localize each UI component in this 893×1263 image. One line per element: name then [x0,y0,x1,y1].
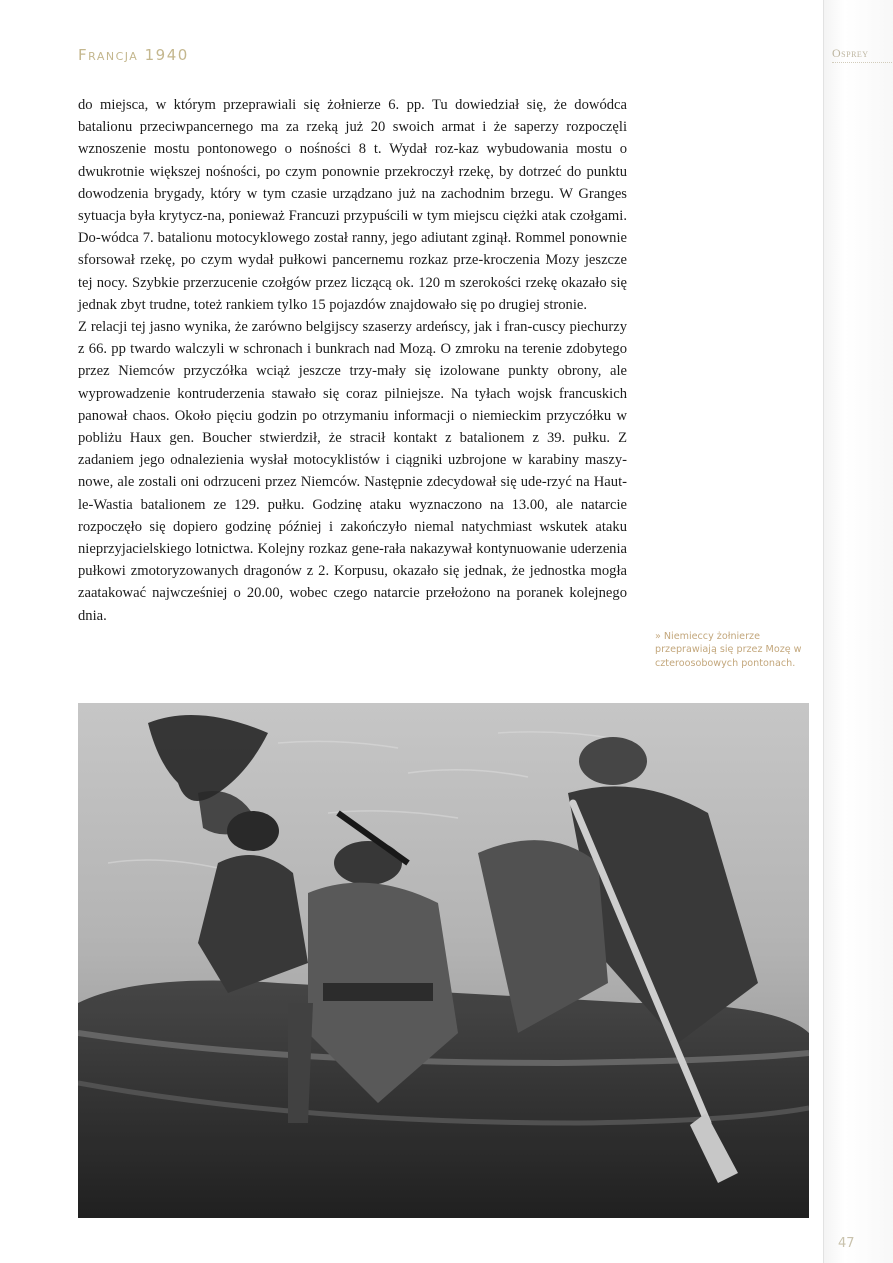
caption-bullet: » [655,631,661,642]
page-number: 47 [838,1236,855,1251]
body-paragraph: Z relacji tej jasno wynika, że zarówno belgijscy szaserzy ardeńscy, jak i fran-cuscy piechurzy z 66. pp twardo walczyli w schronach i bunkrach nad Mozą. O zmroku na terenie zdobytego przez Niemców przyczółka wciąż jeszcze trzy-mały się izolowane punkty obrony, ale wyprowadzenie kontruderzenia stawało się coraz pilniejsze. Na tyłach wojsk francuskich panował chaos. Około pięciu godzin po otrzymaniu informacji o niemieckim przyczółku w pobliżu Haux gen. Boucher stwierdził, że stracił kontakt z batalionem z 39. pułku. Z zadaniem jego odnalezienia wysłał motocyklistów i ciągniki uzbrojone w karabiny maszy-nowe, ale zostali oni odrzuceni przez Niemców. Następnie zdecydował się ude-rzyć na Haut-le-Wastia batalionem ze 129. pułku. Godzinę ataku wyznaczono na 13.00, ale natarcie rozpoczęło się dopiero godzinę później i zakończyło niemal natychmiast wskutek ataku nieprzyjacielskiego lotnictwa. Kolejny rozkaz gene-rała nakazywał kontynuowanie uderzenia pułkowi zmotoryzowanych dragonów z 2. Korpusu, okazało się jednak, że jednostka mogła zaatakować najwcześniej o 20.00, wobec czego natarcie przełożono na poranek kolejnego dnia. [78,319,627,624]
brand-underline [832,62,892,67]
adjacent-page-edge [823,0,893,1263]
soldiers-pontoon-photo [78,703,809,1218]
photo-caption [655,630,805,670]
caption-text: Niemieccy żołnierze przeprawiają się przez Mozę w czteroosobowych pontonach. [655,631,802,669]
running-header-title: Francja 1940 [78,46,189,64]
article-body [78,94,627,627]
publisher-brand: Osprey [832,46,869,60]
body-paragraph: do miejsca, w którym przeprawiali się żołnierze 6. pp. Tu dowiedział się, że dowódca batalionu przeciwpancernego ma za rzeką już 20 swoich armat i że saperzy rozpoczęli wznoszenie mostu pontonowego o nośności 8 t. Wydał roz-kaz wybudowania mostu o dwukrotnie większej nośności, po czym ponownie przekroczył rzekę, by dotrzeć do punktu dowodzenia brygady, który w tym czasie urządzano już na zachodnim brzegu. W Granges sytuacja była krytycz-na, ponieważ Francuzi przypuścili w tym miejscu ciężki atak czołgami. Do-wódca 7. batalionu motocyklowego został ranny, jego adiutant zginął. Rommel ponownie sforsował rzekę, po czym wydał pułkowi pancernemu rozkaz prze-kroczenia Mozy jeszcze tej nocy. Szybkie przerzucenie czołgów przez liczącą ok. 120 m szerokości rzekę okazało się jednak zbyt trudne, toteż rankiem tylko 15 pojazdów znajdowało się po drugiej stronie. [78,97,627,313]
pontoon-photo-illustration [78,703,809,1218]
